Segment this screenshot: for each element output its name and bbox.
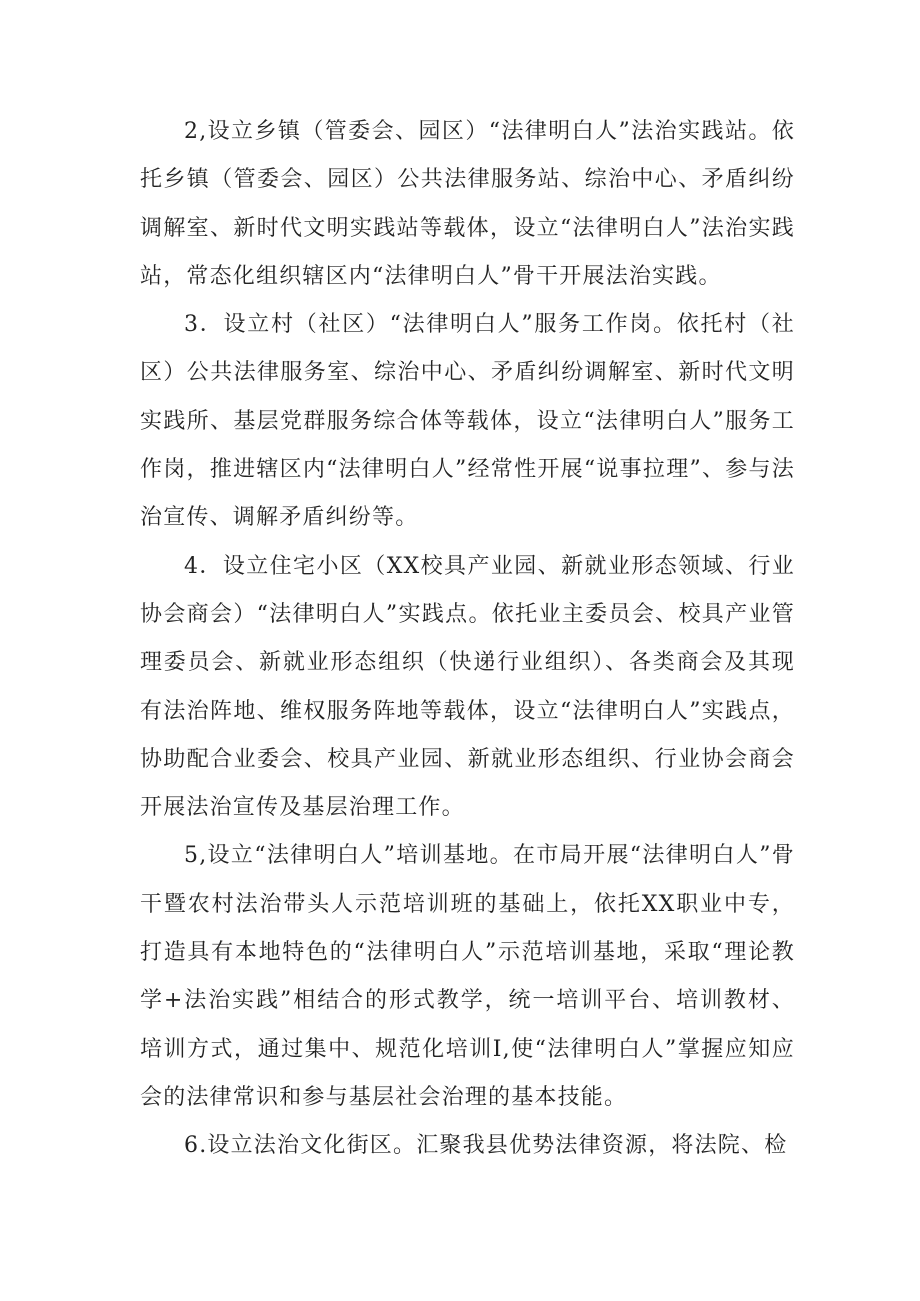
paragraph-item-4: 4．设立住宅小区（XX校具产业园、新就业形态领域、行业协会商会）“法律明白人”实践点。依托业主委员会、校具产业管理委员会、新就业形态组织（快递行业组织）、各类商会及其现有法治阵地、维权服务阵地等载体，设立“法律明白人”实践点，协助配合业委会、校具产业园、新就业形态组织、行业协会商会开展法治宣传及基层治理工作。 bbox=[140, 553, 795, 821]
paragraph-item-6: 6.设立法治文化街区。汇聚我县优势法律资源，将法院、检 bbox=[184, 1133, 788, 1159]
document-body bbox=[140, 108, 795, 1171]
paragraph-item-2: 2,设立乡镇（管委会、园区）“法律明白人”法治实践站。依托乡镇（管委会、园区）公共法律服务站、综治中心、矛盾纠纷调解室、新时代文明实践站等载体，设立“法律明白人”法治实践站，常态化组织辖区内“法律明白人”骨干开展法治实践。 bbox=[140, 119, 795, 289]
paragraph-item-5: 5,设立“法律明白人”培训基地。在市局开展“法律明白人”骨干暨农村法治带头人示范培训班的基础上，依托XX职业中专，打造具有本地特色的“法律明白人”示范培训基地，采取“理论教学+法治实践”相结合的形式教学，统一培训平台、培训教材、培训方式，通过集中、规范化培训I,使“法律明白人”掌握应知应会的法律常识和参与基层社会治理的基本技能。 bbox=[140, 843, 795, 1110]
paragraph-item-3: 3．设立村（社区）“法律明白人”服务工作岗。依托村（社区）公共法律服务室、综治中心、矛盾纠纷调解室、新时代文明实践所、基层党群服务综合体等载体，设立“法律明白人”服务工作岗，推进辖区内“法律明白人”经常性开展“说事拉理”、参与法治宣传、调解矛盾纠纷等。 bbox=[140, 312, 795, 531]
